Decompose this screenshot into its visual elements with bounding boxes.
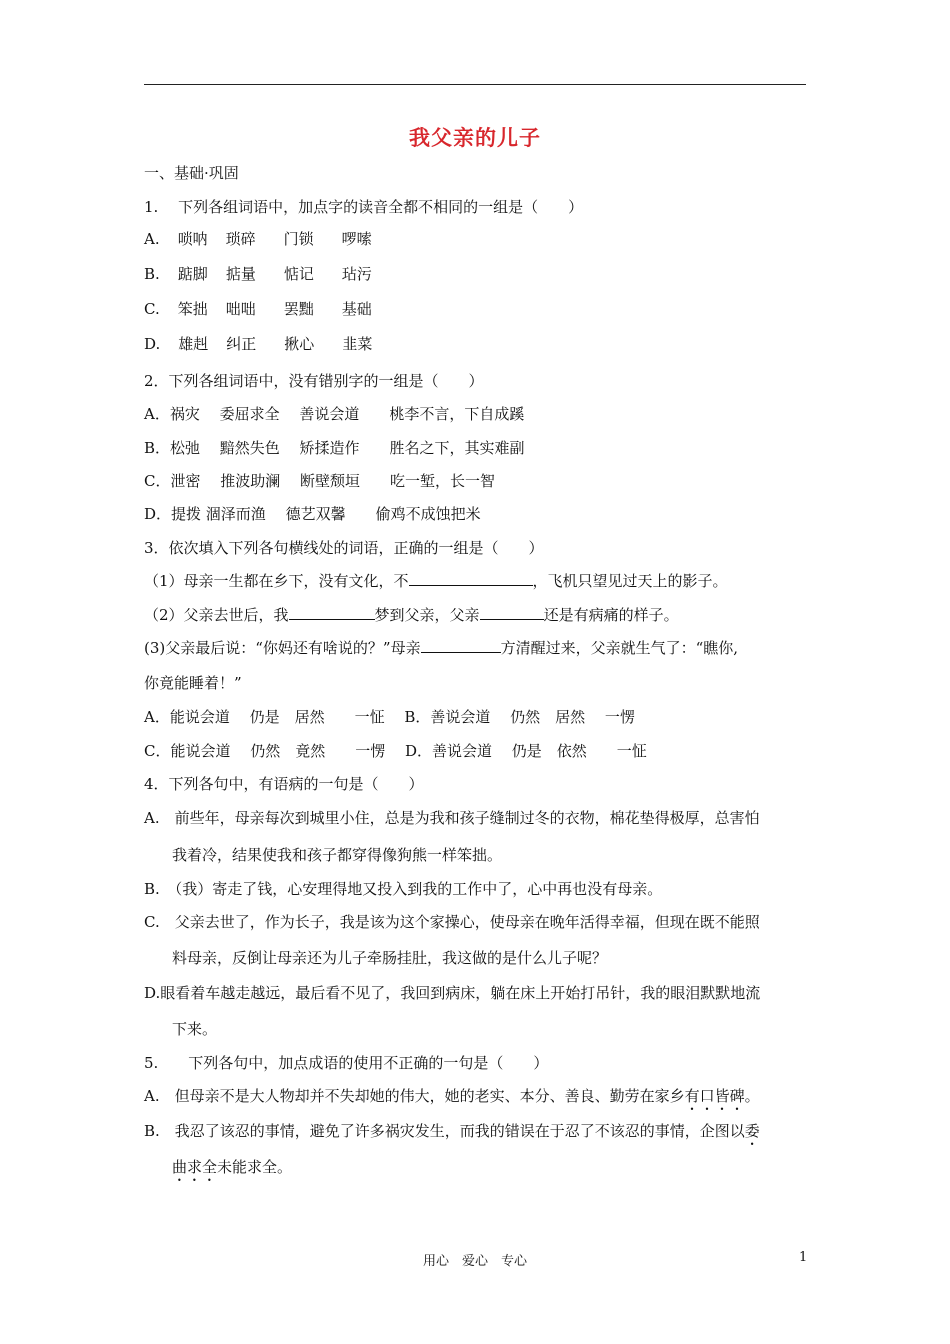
header-rule <box>144 84 806 85</box>
q2-option-b: B．松弛 黯然失色 矫揉造作 胜名之下，其实难副 <box>144 439 525 457</box>
q5-stem: 5. 下列各句中，加点成语的使用不正确的一句是（ ） <box>144 1054 549 1072</box>
q2-option-d: D．提拨 涸泽而渔 德艺双馨 偷鸡不成蚀把米 <box>144 505 481 523</box>
q3-sentence-3-cont: 你竟能睡着！” <box>144 674 242 692</box>
q4-option-a-cont: 我着冷，结果使我和孩子都穿得像狗熊一样笨拙。 <box>172 846 503 864</box>
q3-stem: 3．依次填入下列各句横线处的词语，正确的一组是（ ） <box>144 539 544 557</box>
q2-option-a: A．祸灾 委屈求全 善说会道 桃李不言，下自成蹊 <box>144 405 525 423</box>
q3-options-cd: C．能说会道 仍然 竟然 一愣 D．善说会道 仍是 依然 一怔 <box>144 742 647 760</box>
page-footer: 用心 爱心 专心 <box>422 1254 527 1269</box>
page-number: 1 <box>799 1250 808 1265</box>
q5-option-b-cont: 曲求全未能求全。 <box>172 1158 293 1176</box>
q1-option-c: C. 笨拙 咄咄 罢黜 基础 <box>144 300 372 318</box>
fill-blank <box>409 571 533 586</box>
q4-option-d-cont: 下来。 <box>172 1020 218 1038</box>
q3-sentence-3: (3)父亲最后说：“你妈还有啥说的？”母亲 方清醒过来，父亲就生气了：“瞧你, <box>144 639 739 657</box>
q2-option-c: C．泄密 推波助澜 断壁颓垣 吃一堑，长一智 <box>144 472 496 490</box>
section-heading: 一、基础·巩固 <box>144 164 239 182</box>
q1-option-d: D. 雄赳 纠正 揪心 韭菜 <box>144 335 373 353</box>
q5-option-a: A. 但母亲不是大人物却并不失却她的伟大，她的老实、本分、善良、勤劳在家乡有口皆碑。 <box>144 1087 760 1105</box>
dotted-idiom: 曲求全 <box>172 1158 218 1176</box>
q1-stem: 1. 下列各组词语中，加点字的读音全都不相同的一组是（ ） <box>144 198 584 216</box>
q1-option-b: B. 踮脚 掂量 惦记 玷污 <box>144 265 372 283</box>
q5-option-b: B. 我忍了该忍的事情，避免了许多祸灾发生，而我的错误在于忍了不该忍的事情，企图以委 <box>144 1122 760 1140</box>
fill-blank <box>421 638 501 653</box>
q4-option-c-cont: 料母亲，反倒让母亲还为儿子牵肠挂肚，我这做的是什么儿子呢？ <box>172 949 608 967</box>
fill-blank <box>480 605 544 620</box>
q4-stem: 4．下列各句中，有语病的一句是（ ） <box>144 775 424 793</box>
page-title: 我父亲的儿子 <box>409 125 541 150</box>
q4-option-a: A. 前些年，母亲每次到城里小住，总是为我和孩子缝制过冬的衣物，棉花垫得极厚，总害怕 <box>144 809 760 827</box>
q3-sentence-1: （1）母亲一生都在乡下，没有文化，不 ，飞机只望见过天上的影子。 <box>144 572 728 590</box>
fill-blank <box>289 605 375 620</box>
q3-options-ab: A．能说会道 仍是 居然 一怔 B．善说会道 仍然 居然 一愣 <box>144 708 635 726</box>
q3-sentence-2: （2）父亲去世后，我 梦到父亲，父亲 还是有病痛的样子。 <box>144 606 679 624</box>
q4-option-c: C. 父亲去世了，作为长子，我是该为这个家操心，使母亲在晚年活得幸福，但现在既不能照 <box>144 913 760 931</box>
dotted-idiom: 委 <box>744 1122 760 1140</box>
dotted-idiom: 有口皆碑 <box>684 1087 745 1105</box>
q4-option-b: B. （我）寄走了钱，心安理得地又投入到我的工作中了，心中再也没有母亲。 <box>144 880 663 898</box>
q4-option-d: D.眼看着车越走越远，最后看不见了，我回到病床，躺在床上开始打吊针，我的眼泪默默地流 <box>144 984 761 1002</box>
q2-stem: 2．下列各组词语中，没有错别字的一组是（ ） <box>144 372 484 390</box>
q1-option-a: A. 唢呐 琐碎 门锁 啰嗦 <box>144 230 372 248</box>
